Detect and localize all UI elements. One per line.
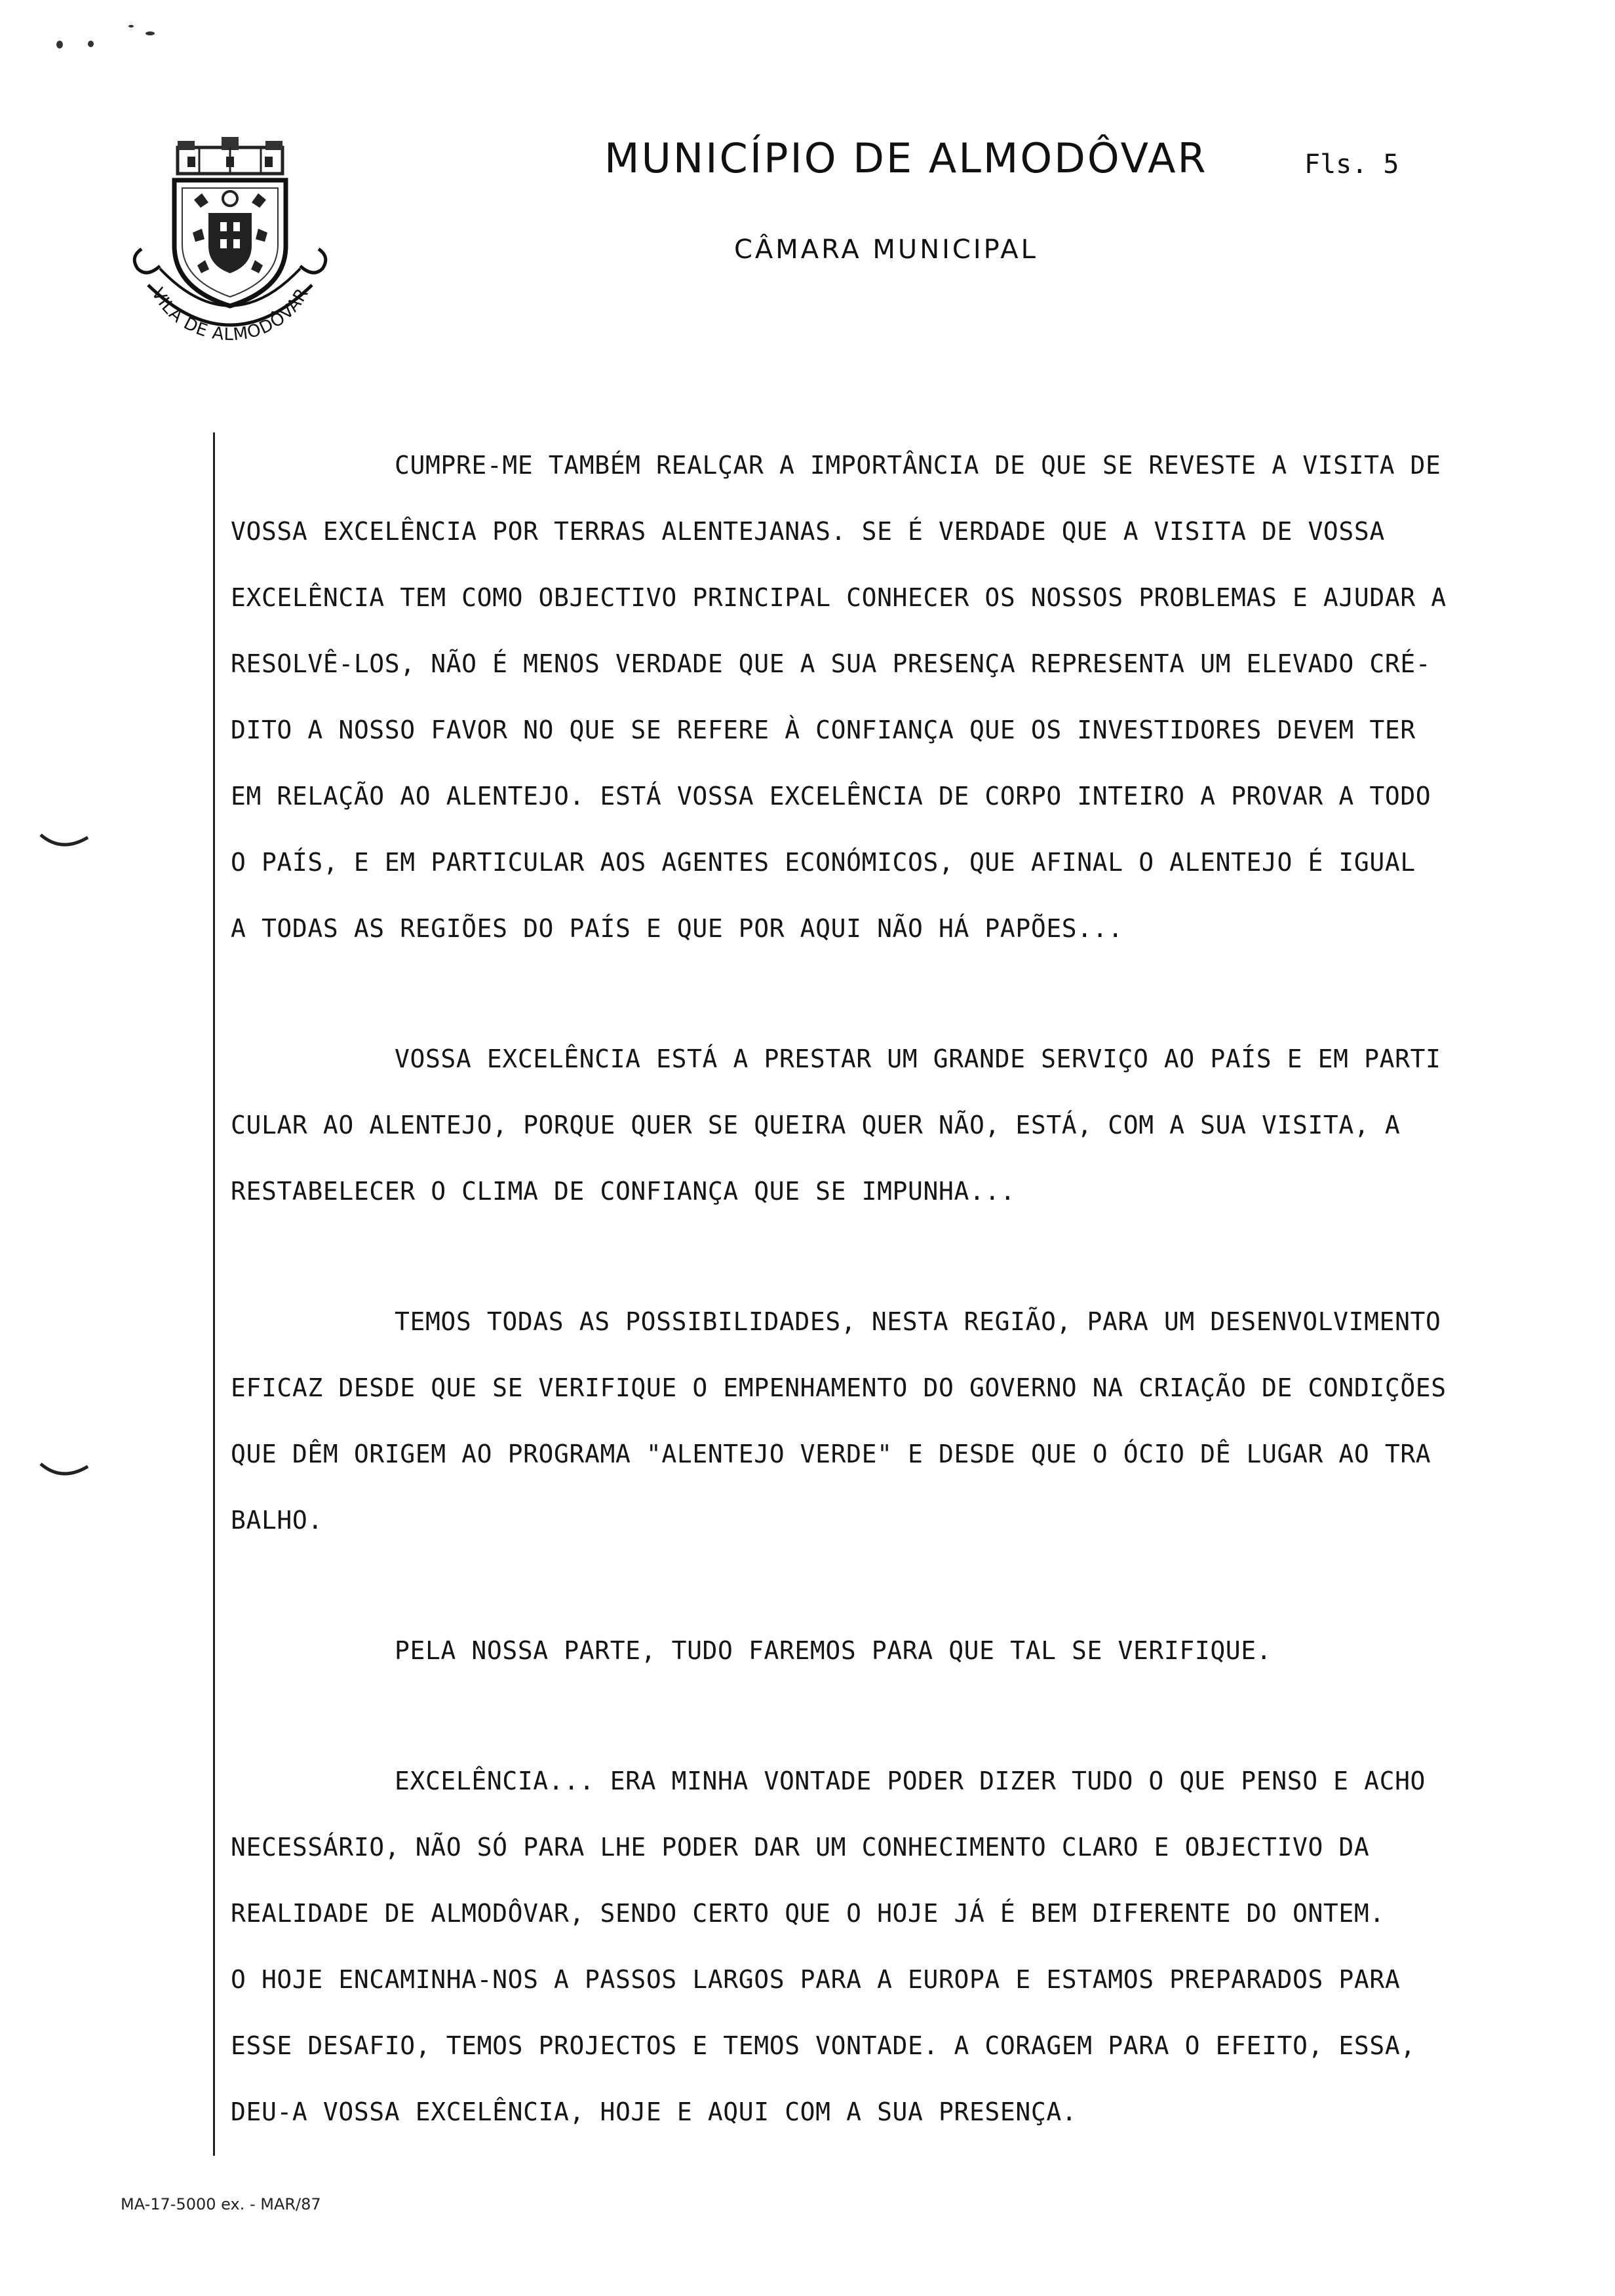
text-line: REALIDADE DE ALMODÔVAR, SENDO CERTO QUE O HOJE JÁ É BEM DIFERENTE DO ONTEM. (231, 1899, 1385, 1928)
punch-hole-mark-icon (38, 1460, 90, 1486)
text-line: EXCELÊNCIA TEM COMO OBJECTIVO PRINCIPAL CONHECER OS NOSSOS PROBLEMAS E AJUDAR A (231, 583, 1447, 612)
page-subtitle: CÂMARA MUNICIPAL (734, 235, 1038, 265)
text-line: VOSSA EXCELÊNCIA POR TERRAS ALENTEJANAS. SE É VERDADE QUE A VISITA DE VOSSA (231, 517, 1385, 546)
text-line: RESTABELECER O CLIMA DE CONFIANÇA QUE SE IMPUNHA... (231, 1177, 1016, 1206)
text-line: A TODAS AS REGIÕES DO PAÍS E QUE POR AQUI NÃO HÁ PAPÕES... (231, 914, 1123, 943)
scan-speck (146, 31, 155, 35)
text-line: DEU-A VOSSA EXCELÊNCIA, HOJE E AQUI COM A SUA PRESENÇA. (231, 2097, 1078, 2126)
text-line: BALHO. (231, 1506, 323, 1535)
text-line: TEMOS TODAS AS POSSIBILIDADES, NESTA REGIÃO, PARA UM DESENVOLVIMENTO (395, 1307, 1441, 1336)
text-line: EM RELAÇÃO AO ALENTEJO. ESTÁ VOSSA EXCELÊNCIA DE CORPO INTEIRO A PROVAR A TODO (231, 782, 1431, 811)
text-line: RESOLVÊ-LOS, NÃO É MENOS VERDADE QUE A SUA PRESENÇA REPRESENTA UM ELEVADO CRÉ- (231, 649, 1431, 678)
folio-number: Fls. 5 (1304, 149, 1399, 180)
paragraph (231, 432, 1535, 962)
crest-motto: VILA DE ALMODÔVAR (147, 284, 313, 345)
page-title: MUNICÍPIO DE ALMODÔVAR (604, 134, 1208, 182)
scan-speck (88, 41, 94, 47)
municipal-crest (122, 134, 338, 357)
punch-hole-mark-icon (38, 831, 90, 857)
margin-rule (213, 432, 215, 2156)
text-line: NECESSÁRIO, NÃO SÓ PARA LHE PODER DAR UM CONHECIMENTO CLARO E OBJECTIVO DA (231, 1833, 1370, 1862)
crest-emblem-icon (122, 134, 338, 357)
text-line: PELA NOSSA PARTE, TUDO FAREMOS PARA QUE TAL SE VERIFIQUE. (395, 1636, 1272, 1665)
text-line: ESSE DESAFIO, TEMOS PROJECTOS E TEMOS VONTADE. A CORAGEM PARA O EFEITO, ESSA, (231, 2031, 1416, 2060)
paragraph (231, 1618, 1535, 1684)
text-line: O PAÍS, E EM PARTICULAR AOS AGENTES ECONÓMICOS, QUE AFINAL O ALENTEJO É IGUAL (231, 848, 1416, 877)
text-line: EFICAZ DESDE QUE SE VERIFIQUE O EMPENHAMENTO DO GOVERNO NA CRIAÇÃO DE CONDIÇÕES (231, 1373, 1447, 1402)
text-line: VOSSA EXCELÊNCIA ESTÁ A PRESTAR UM GRANDE SERVIÇO AO PAÍS E EM PARTI (395, 1044, 1441, 1073)
paragraph (231, 1289, 1535, 1554)
text-line: QUE DÊM ORIGEM AO PROGRAMA "ALENTEJO VERDE" E DESDE QUE O ÓCIO DÊ LUGAR AO TRA (231, 1440, 1431, 1468)
form-code: MA-17-5000 ex. - MAR/87 (121, 2195, 321, 2213)
paragraph (231, 1026, 1535, 1225)
text-line: O HOJE ENCAMINHA-NOS A PASSOS LARGOS PARA A EUROPA E ESTAMOS PREPARADOS PARA (231, 1965, 1401, 1994)
svg-text:VILA DE ALMODÔVAR (147, 285, 313, 345)
scan-speck (128, 25, 134, 28)
text-line: DITO A NOSSO FAVOR NO QUE SE REFERE À CONFIANÇA QUE OS INVESTIDORES DEVEM TER (231, 716, 1416, 744)
letter-body (231, 432, 1535, 2210)
text-line: CULAR AO ALENTEJO, PORQUE QUER SE QUEIRA QUER NÃO, ESTÁ, COM A SUA VISITA, A (231, 1111, 1401, 1139)
paragraph (231, 1748, 1535, 2145)
text-line: EXCELÊNCIA... ERA MINHA VONTADE PODER DIZER TUDO O QUE PENSO E ACHO (395, 1767, 1426, 1795)
scan-speck (56, 41, 63, 48)
text-line: CUMPRE-ME TAMBÉM REALÇAR A IMPORTÂNCIA DE QUE SE REVESTE A VISITA DE (395, 451, 1441, 480)
